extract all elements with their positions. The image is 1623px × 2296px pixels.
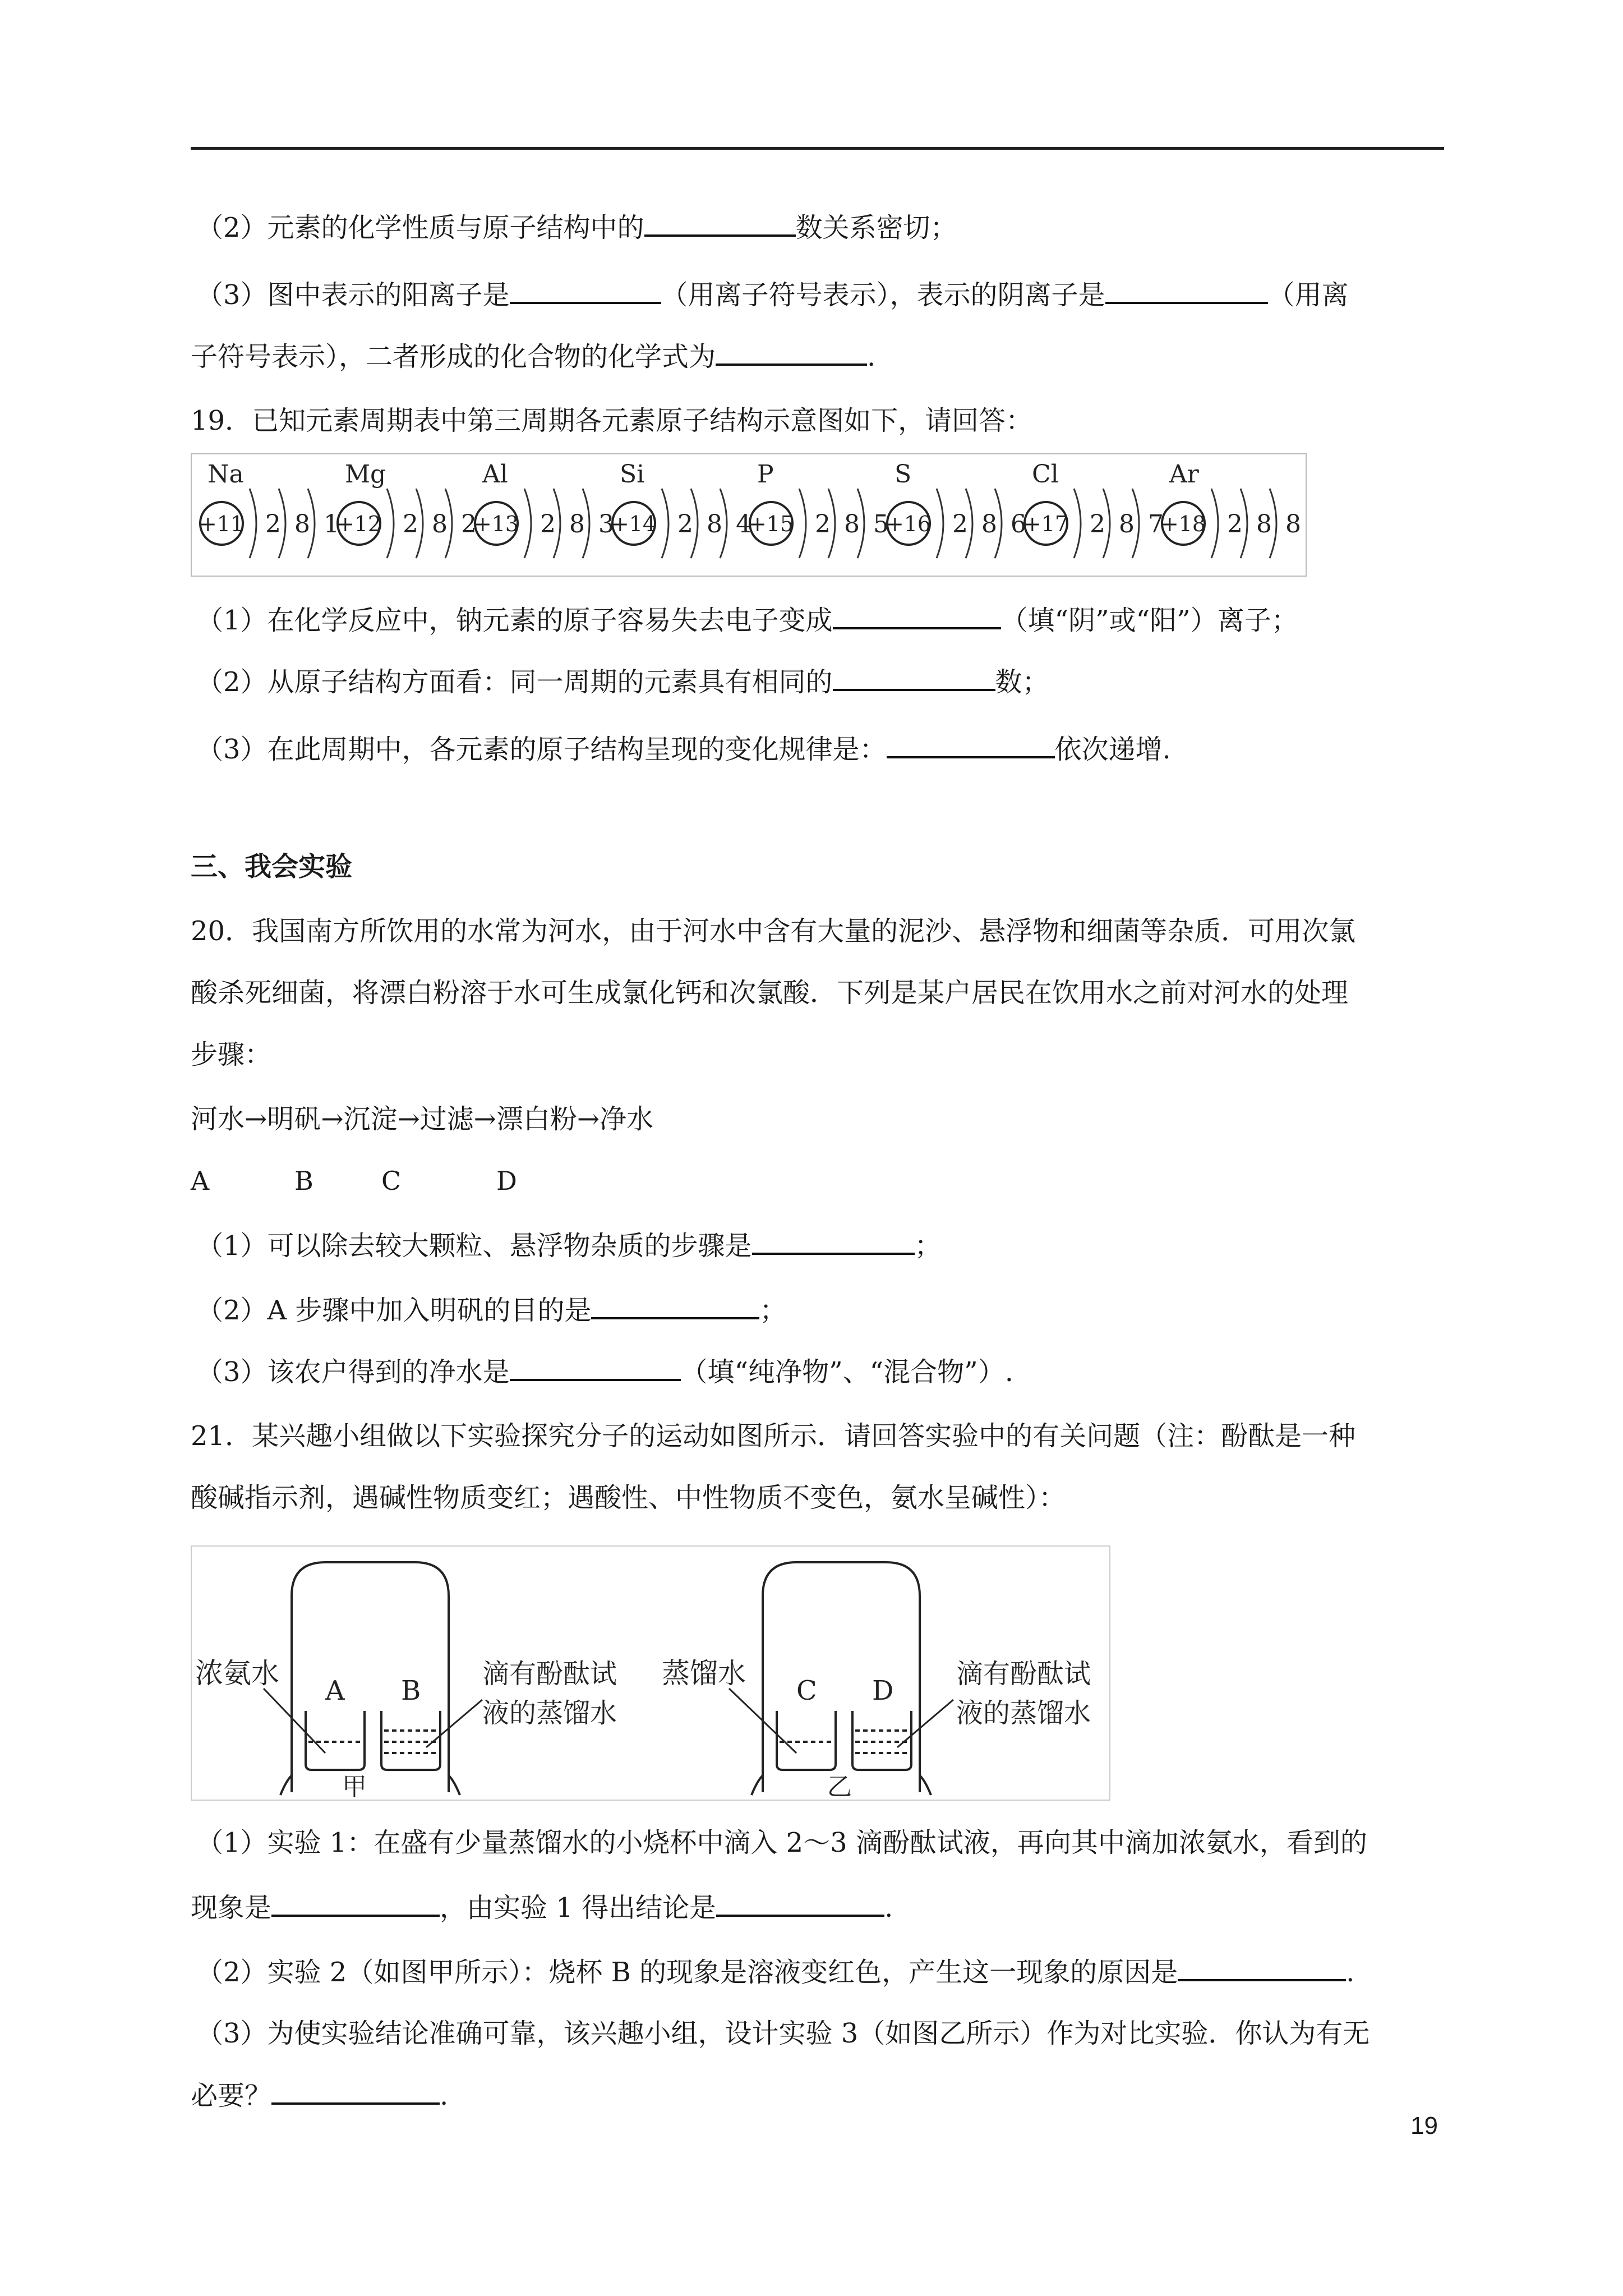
answer-blank[interactable] bbox=[271, 2076, 440, 2105]
q21-part2 bbox=[196, 1952, 1354, 1989]
electron-count: 2 bbox=[403, 510, 418, 539]
atom-s bbox=[886, 460, 1026, 558]
element-symbol: Cl bbox=[1032, 460, 1059, 489]
electron-shell-arc bbox=[387, 489, 394, 558]
answer-blank[interactable] bbox=[716, 1888, 884, 1917]
q20-step-letters bbox=[191, 1164, 583, 1198]
electron-shell-arc bbox=[524, 489, 531, 558]
solution-label: 滴有酚酞试 bbox=[956, 1658, 1091, 1690]
nucleus-charge: +14 bbox=[611, 512, 657, 536]
molecule-experiment-figure bbox=[191, 1545, 1110, 1801]
text: ； bbox=[914, 1230, 942, 1262]
pointer-line bbox=[264, 1688, 325, 1753]
electron-shell-arc bbox=[250, 489, 256, 558]
text: 现象是 bbox=[191, 1892, 272, 1924]
q19-part1 bbox=[196, 600, 1298, 637]
q20-part1 bbox=[196, 1226, 942, 1263]
bell-jar-outline bbox=[763, 1562, 920, 1792]
electron-count: 2 bbox=[540, 510, 556, 539]
text: （1）可以除去较大颗粒、悬浮物杂质的步骤是 bbox=[196, 1230, 752, 1262]
figure-caption: 乙 bbox=[827, 1773, 852, 1801]
text: ； bbox=[759, 1295, 787, 1326]
solution-label: 液的蒸馏水 bbox=[956, 1697, 1091, 1729]
atom-si bbox=[611, 460, 751, 558]
q21-stem-line1: 21．某兴趣小组做以下实验探究分子的运动如图所示．请回答实验中的有关问题（注：酚酞是一种 bbox=[191, 1420, 1356, 1452]
text: 依次递增. bbox=[1054, 734, 1171, 765]
answer-blank[interactable] bbox=[833, 662, 995, 691]
beaker-a bbox=[306, 1711, 365, 1770]
electron-count: 8 bbox=[569, 510, 585, 539]
pointer-line bbox=[426, 1700, 482, 1747]
solution-label: 滴有酚酞试 bbox=[482, 1658, 617, 1690]
setup-jia bbox=[264, 1562, 482, 1795]
beaker-label: C bbox=[796, 1675, 817, 1706]
text: （用离 bbox=[1267, 279, 1349, 311]
header-rule bbox=[191, 147, 1444, 150]
electron-shell-arc bbox=[1211, 489, 1218, 558]
text: 数； bbox=[995, 666, 1049, 698]
electron-shell-arc bbox=[662, 489, 668, 558]
q19-part3 bbox=[196, 729, 1171, 766]
text: 数关系密切； bbox=[795, 212, 957, 243]
q20-part3 bbox=[196, 1352, 1013, 1389]
answer-blank[interactable] bbox=[591, 1290, 759, 1319]
answer-blank[interactable] bbox=[887, 729, 1055, 758]
electron-shell-arc bbox=[1074, 489, 1081, 558]
atom-structure-figure bbox=[191, 453, 1307, 577]
text: （2）元素的化学性质与原子结构中的 bbox=[196, 212, 644, 243]
text: . bbox=[867, 341, 876, 372]
section-title: 三、我会实验 bbox=[191, 851, 353, 882]
electron-count: 6 bbox=[1011, 510, 1026, 539]
nucleus-charge: +15 bbox=[748, 512, 794, 536]
electron-count: 5 bbox=[873, 510, 889, 539]
element-symbol: Mg bbox=[345, 460, 386, 489]
element-symbol: Al bbox=[482, 460, 508, 489]
q20-part2 bbox=[196, 1290, 786, 1327]
text: （3）在此周期中，各元素的原子结构呈现的变化规律是： bbox=[196, 734, 887, 765]
q21-stem-line2: 酸碱指示剂，遇碱性物质变红；遇酸性、中性物质不变色，氨水呈碱性）： bbox=[191, 1482, 1066, 1513]
q19-part2 bbox=[196, 662, 1049, 699]
nucleus-charge: +16 bbox=[886, 512, 932, 536]
electron-count: 8 bbox=[432, 510, 448, 539]
atom-al bbox=[474, 460, 614, 558]
nucleus-charge: +11 bbox=[199, 512, 245, 536]
text: （填“纯净物”、“混合物”）. bbox=[680, 1356, 1013, 1388]
answer-blank[interactable] bbox=[271, 1888, 440, 1917]
q20-stem-line1: 20．我国南方所饮用的水常为河水，由于河水中含有大量的泥沙、悬浮物和细菌等杂质．可用次氯 bbox=[191, 915, 1356, 947]
answer-blank[interactable] bbox=[1178, 1952, 1346, 1981]
electron-count: 2 bbox=[952, 510, 968, 539]
atom-cl bbox=[1023, 460, 1164, 558]
electron-count: 2 bbox=[1227, 510, 1243, 539]
q21-part3-line1: （3）为使实验结论准确可靠，该兴趣小组，设计实验 3（如图乙所示）作为对比实验．你认为有无 bbox=[196, 2018, 1370, 2049]
q21-part1-line1: （1）实验 1：在盛有少量蒸馏水的小烧杯中滴入 2～3 滴酚酞试液，再向其中滴加浓氨水，看到的 bbox=[196, 1827, 1367, 1858]
electron-count: 8 bbox=[1256, 510, 1272, 539]
electron-count: 8 bbox=[707, 510, 722, 539]
atom-mg bbox=[336, 460, 477, 558]
text: （3）该农户得到的净水是 bbox=[196, 1356, 510, 1388]
step-letter: D bbox=[496, 1166, 517, 1196]
q21-part3-line2 bbox=[191, 2076, 448, 2113]
reagent-label: 蒸馏水 bbox=[662, 1657, 746, 1690]
element-symbol: Ar bbox=[1169, 460, 1199, 489]
q21-part1-line2 bbox=[191, 1888, 893, 1925]
atom-structure-diagram bbox=[191, 453, 1307, 577]
answer-blank[interactable] bbox=[833, 600, 1001, 629]
bell-jar-outline bbox=[292, 1562, 449, 1792]
step-letter: A bbox=[191, 1166, 210, 1196]
q20-stem-line2: 酸杀死细菌，将漂白粉溶于水可生成氯化钙和次氯酸．下列是某户居民在饮用水之前对河水的处理 bbox=[191, 977, 1349, 1009]
answer-blank[interactable] bbox=[510, 275, 661, 304]
q18-part3-line1 bbox=[196, 275, 1349, 312]
element-symbol: P bbox=[757, 460, 774, 489]
text: 必要？ bbox=[191, 2080, 272, 2111]
text: . bbox=[884, 1892, 893, 1924]
bell-jar-base bbox=[280, 1775, 460, 1795]
text: （2）实验 2（如图甲所示）：烧杯 B 的现象是溶液变红色，产生这一现象的原因是 bbox=[196, 1957, 1178, 1988]
beaker-label: D bbox=[872, 1675, 894, 1706]
text: （2）A 步骤中加入明矾的目的是 bbox=[196, 1295, 592, 1326]
answer-blank[interactable] bbox=[752, 1226, 915, 1255]
beaker-d bbox=[852, 1711, 911, 1770]
atom-p bbox=[749, 460, 889, 558]
electron-count: 2 bbox=[677, 510, 693, 539]
electron-count: 2 bbox=[265, 510, 281, 539]
q19-stem: 19．已知元素周期表中第三周期各元素原子结构示意图如下，请回答： bbox=[191, 405, 1033, 436]
q18-part3-line2 bbox=[191, 337, 875, 374]
answer-blank[interactable] bbox=[716, 337, 867, 366]
electron-shell-arc bbox=[937, 489, 943, 558]
nucleus-charge: +18 bbox=[1160, 512, 1206, 536]
q18-part2 bbox=[196, 208, 957, 245]
beaker-label: B bbox=[401, 1675, 421, 1706]
text: （3）图中表示的阳离子是 bbox=[196, 279, 510, 311]
electron-count: 2 bbox=[461, 510, 477, 539]
text: （用离子符号表示），表示的阴离子是 bbox=[661, 279, 1105, 311]
atom-ar bbox=[1161, 460, 1301, 558]
text: . bbox=[440, 2080, 449, 2111]
electron-count: 7 bbox=[1148, 510, 1164, 539]
pointer-line bbox=[897, 1700, 953, 1747]
electron-count: 8 bbox=[1119, 510, 1135, 539]
answer-blank[interactable] bbox=[1105, 275, 1268, 304]
step-letter: C bbox=[381, 1166, 402, 1196]
element-symbol: S bbox=[895, 460, 912, 489]
reagent-label: 浓氨水 bbox=[195, 1657, 279, 1690]
answer-blank[interactable] bbox=[510, 1352, 681, 1381]
electron-count: 2 bbox=[815, 510, 831, 539]
element-symbol: Si bbox=[620, 460, 645, 489]
text: （1）在化学反应中，钠元素的原子容易失去电子变成 bbox=[196, 605, 833, 636]
nucleus-charge: +17 bbox=[1023, 512, 1069, 536]
electron-count: 8 bbox=[294, 510, 310, 539]
text: 子符号表示），二者形成的化合物的化学式为 bbox=[191, 341, 716, 372]
figure-caption: 甲 bbox=[342, 1773, 367, 1801]
setup-yi bbox=[729, 1562, 953, 1795]
experiment-diagram bbox=[191, 1545, 1110, 1801]
electron-count: 2 bbox=[1090, 510, 1105, 539]
electron-count: 1 bbox=[324, 510, 339, 539]
q20-flow: 河水→明矾→沉淀→过滤→漂白粉→净水 bbox=[191, 1103, 654, 1135]
electron-count: 8 bbox=[981, 510, 997, 539]
electron-count: 3 bbox=[598, 510, 614, 539]
q20-stem-line3: 步骤： bbox=[191, 1039, 272, 1070]
text: . bbox=[1346, 1957, 1355, 1988]
electron-count: 8 bbox=[1285, 510, 1301, 539]
text: （2）从原子结构方面看：同一周期的元素具有相同的 bbox=[196, 666, 833, 698]
text: （填“阴”或“阳”）离子； bbox=[1000, 605, 1298, 636]
beaker-c bbox=[777, 1711, 836, 1770]
beaker-b bbox=[381, 1711, 440, 1770]
beaker-label: A bbox=[325, 1675, 345, 1706]
element-symbol: Na bbox=[208, 460, 244, 489]
text: ，由实验 1 得出结论是 bbox=[440, 1892, 717, 1924]
step-letter: B bbox=[294, 1166, 313, 1196]
electron-count: 4 bbox=[736, 510, 751, 539]
nucleus-charge: +13 bbox=[473, 512, 519, 536]
nucleus-charge: +12 bbox=[336, 512, 382, 536]
electron-count: 8 bbox=[844, 510, 860, 539]
electron-shell-arc bbox=[799, 489, 806, 558]
answer-blank[interactable] bbox=[644, 208, 796, 237]
solution-label: 液的蒸馏水 bbox=[482, 1697, 617, 1729]
page-number: 19 bbox=[1410, 2112, 1438, 2139]
atom-na bbox=[199, 460, 339, 558]
